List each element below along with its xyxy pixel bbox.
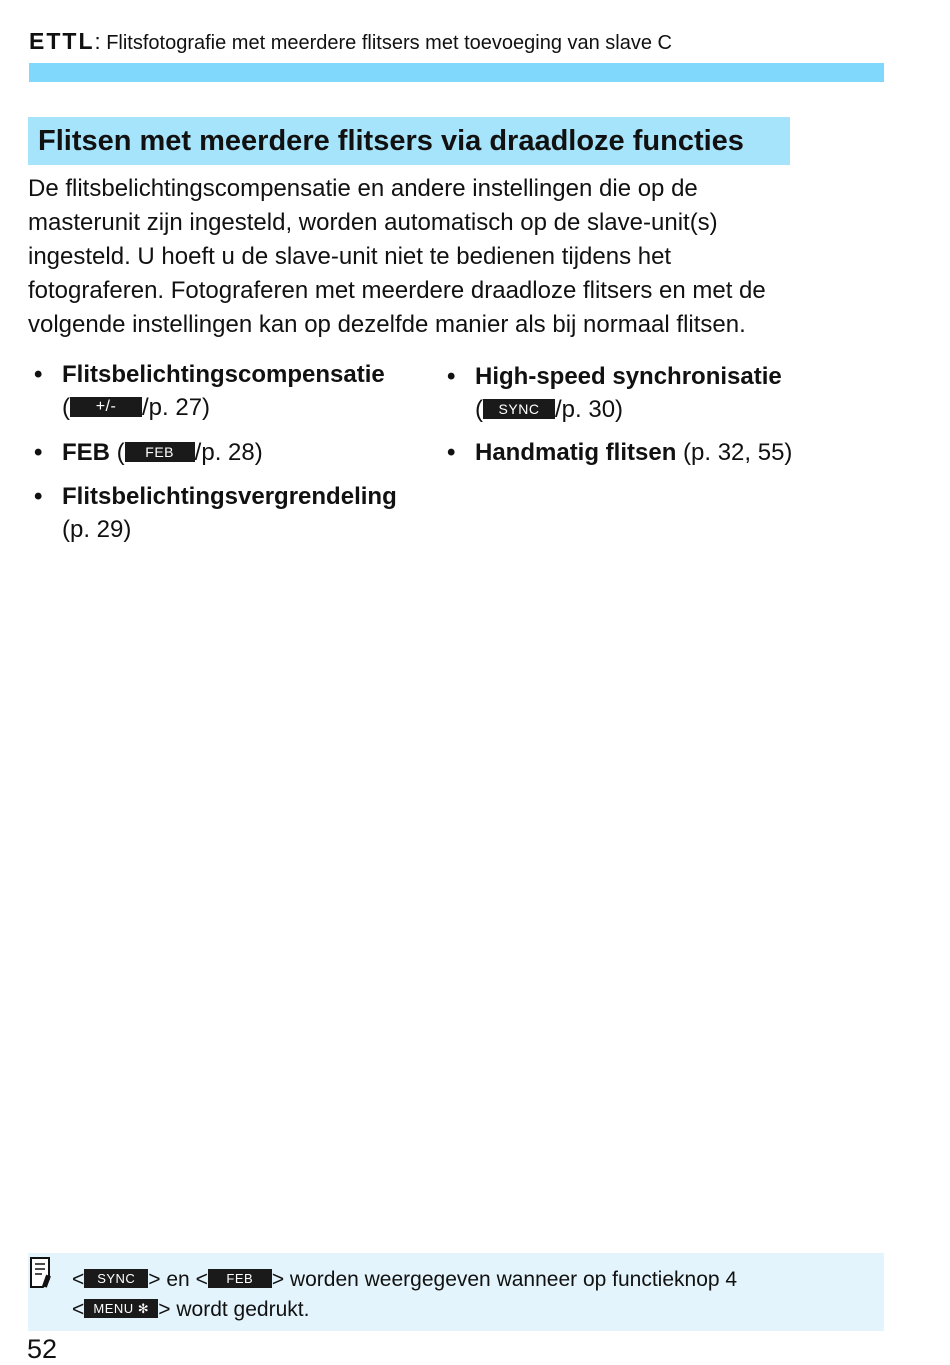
header-subtitle: Flitsfotografie met meerdere flitsers met toevoeging van slave C <box>106 32 672 54</box>
note-box <box>28 1253 884 1331</box>
page-header <box>29 28 672 56</box>
note-line <box>72 1265 737 1295</box>
header-label: ETTL <box>29 28 95 54</box>
sync-icon: SYNC <box>483 399 555 419</box>
note-line2-text: wordt gedrukt. <box>170 1298 310 1321</box>
paren-open: ( <box>475 396 483 423</box>
angle-open: < <box>195 1268 208 1291</box>
bullet-title: Flitsbelichtingscompensatie <box>62 361 385 388</box>
bullet-feb <box>34 436 263 469</box>
intro-line: masterunit zijn ingesteld, worden automatisch op de slave-unit(s) <box>28 209 718 236</box>
page-ref: (p. 32, 55) <box>676 439 793 466</box>
intro-line: fotograferen. Fotograferen met meerdere draadloze flitsers en met de <box>28 277 766 304</box>
intro-line: ingesteld. U hoeft u de slave-unit niet te bedienen tijdens het <box>28 243 672 270</box>
bullet-dot: • <box>34 439 43 466</box>
intro-line: De flitsbelichtingscompensatie en andere instellingen die op de <box>28 175 698 202</box>
angle-open: < <box>72 1268 85 1291</box>
bullet-line <box>475 436 792 469</box>
plus-minus-icon: +/- <box>70 397 142 417</box>
header-bar <box>29 63 884 82</box>
paren-open: ( <box>62 394 70 421</box>
note-icon <box>28 1255 56 1291</box>
header-separator: : <box>94 29 101 54</box>
page-ref: /p. 27) <box>142 394 211 421</box>
page-ref: (p. 29) <box>62 516 132 543</box>
note-line <box>72 1295 737 1325</box>
bullet-flash-exposure-compensation <box>34 358 385 424</box>
bullet-high-speed-sync <box>447 360 782 426</box>
bullet-title: High-speed synchronisatie <box>475 363 782 390</box>
bullet-reference <box>62 391 385 424</box>
bullet-flash-exposure-lock <box>34 480 397 546</box>
angle-close: > <box>271 1268 285 1291</box>
angle-open: < <box>72 1298 85 1321</box>
page-ref: /p. 28) <box>194 439 263 466</box>
sync-icon: SYNC <box>84 1269 148 1288</box>
angle-close: > <box>158 1298 171 1321</box>
bullet-dot: • <box>34 483 43 510</box>
bullet-dot: • <box>447 363 456 390</box>
paren-open: ( <box>110 439 125 466</box>
bullet-reference <box>475 393 782 426</box>
note-conjunction: en <box>160 1268 196 1291</box>
page-number: 52 <box>27 1334 58 1364</box>
angle-close: > <box>148 1268 161 1291</box>
page-ref: /p. 30) <box>555 396 624 423</box>
bullet-line <box>62 436 263 469</box>
intro-line: volgende instellingen kan op dezelfde manier als bij normaal flitsen. <box>28 311 746 338</box>
bullet-dot: • <box>34 361 43 388</box>
note-line1-text: worden weergegeven wanneer op functieknop 4 <box>284 1268 738 1291</box>
note-text <box>72 1265 737 1325</box>
bullet-title: Handmatig flitsen <box>475 439 677 466</box>
section-title: Flitsen met meerdere flitsers via draadloze functies <box>28 117 790 165</box>
bullet-title: FEB <box>62 439 110 466</box>
menu-icon: MENU ✻ <box>84 1299 158 1318</box>
feb-icon: FEB <box>125 442 195 462</box>
bullet-dot: • <box>447 439 456 466</box>
intro-paragraph <box>28 172 908 342</box>
bullet-manual-flash <box>447 436 792 469</box>
bullet-title: Flitsbelichtingsvergrendeling <box>62 483 397 510</box>
feb-icon: FEB <box>208 1269 272 1288</box>
